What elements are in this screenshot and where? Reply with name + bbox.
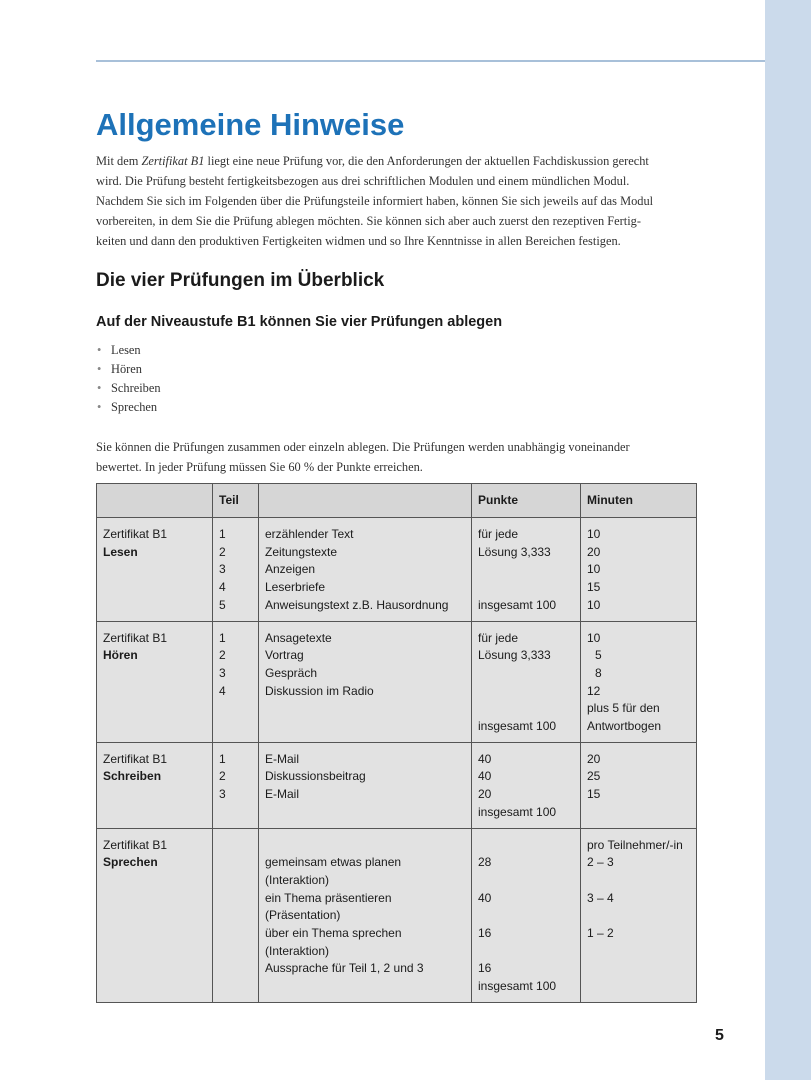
parts-cell: 1 2 3 4 5 [213, 518, 259, 622]
intro-line: Nachdem Sie sich im Folgenden über die Prüfungsteile informiert haben, können Sie sich jeweils auf das Modul [96, 194, 654, 208]
bullet-icon: • [97, 362, 102, 376]
table-row [97, 518, 697, 622]
note-line: Sie können die Prüfungen zusammen oder einzeln ablegen. Die Prüfungen werden unabhängig voneinander [96, 440, 630, 454]
table-row [97, 621, 697, 742]
parts-cell: 1 2 3 4 [213, 621, 259, 742]
bullet-icon: • [97, 381, 102, 395]
header-cell-punkte: Punkte [472, 484, 581, 518]
module-name: Sprechen [103, 855, 158, 870]
table-header-row [97, 484, 697, 518]
exam-cell: Zertifikat B1 Sprechen [97, 828, 213, 1002]
parts-cell: 1 2 3 [213, 742, 259, 828]
intro-paragraph [96, 151, 696, 251]
exam-cell: Zertifikat B1 Hören [97, 621, 213, 742]
minutes-cell: 20 25 15 [581, 742, 697, 828]
points-cell: 28 40 16 16 insgesamt 100 [472, 828, 581, 1002]
list-item: • Schreiben [96, 379, 161, 398]
minutes-cell: 10 5 8 12 plus 5 für den Antwortbogen [581, 621, 697, 742]
tasks-cell: gemeinsam etwas planen (Interaktion) ein Thema präsentieren (Präsentation) über ein Thema sprechen (Interaktion) Aussprache für Teil 1, 2 und 3 [259, 828, 472, 1002]
header-cell-exam [97, 484, 213, 518]
list-item: • Hören [96, 360, 161, 379]
side-color-strip [765, 0, 811, 1080]
intro-line: vorbereiten, in dem Sie die Prüfung ablegen möchten. Sie können sich aber auch zuerst den rezeptiven Fertig- [96, 214, 642, 228]
section-heading: Die vier Prüfungen im Überblick [96, 270, 385, 291]
intro-italic-term: Zertifikat B1 [141, 154, 205, 168]
exam-overview-table [96, 483, 697, 1003]
tasks-cell: Ansagetexte Vortrag Gespräch Diskussion im Radio [259, 621, 472, 742]
table-row [97, 742, 697, 828]
header-cell-task [259, 484, 472, 518]
intro-line-1: Mit dem Zertifikat B1 liegt eine neue Prüfung vor, die den Anforderungen der aktuellen Fachdiskussion gerecht [96, 154, 649, 168]
tasks-cell: E-Mail Diskussionsbeitrag E-Mail [259, 742, 472, 828]
module-name: Lesen [103, 544, 138, 559]
points-cell: 40 40 20 insgesamt 100 [472, 742, 581, 828]
bullet-icon: • [97, 343, 102, 357]
minutes-cell: pro Teilnehmer/-in 2 – 3 3 – 4 1 – 2 [581, 828, 697, 1002]
module-name: Schreiben [103, 769, 162, 784]
intro-line: wird. Die Prüfung besteht fertigkeitsbezogen aus drei schriftlichen Modulen und einem mündlichen Modul. [96, 174, 630, 188]
subheading: Auf der Niveaustufe B1 können Sie vier Prüfungen ablegen [96, 314, 503, 330]
points-cell: für jede Lösung 3,333 insgesamt 100 [472, 621, 581, 742]
parts-cell [213, 828, 259, 1002]
header-cell-teil: Teil [213, 484, 259, 518]
top-divider [96, 60, 765, 62]
header-cell-minuten: Minuten [581, 484, 697, 518]
page-number: 5 [715, 1027, 724, 1044]
module-name: Hören [103, 648, 138, 663]
list-item: • Sprechen [96, 398, 161, 417]
bullet-icon: • [97, 400, 102, 414]
note-paragraph [96, 437, 696, 477]
minutes-cell: 10 20 10 15 10 [581, 518, 697, 622]
exam-cell: Zertifikat B1 Lesen [97, 518, 213, 622]
tasks-cell: erzählender Text Zeitungstexte Anzeigen Leserbriefe Anweisungstext z.B. Hausordnung [259, 518, 472, 622]
note-line: bewertet. In jeder Prüfung müssen Sie 60 % der Punkte erreichen. [96, 460, 423, 474]
list-item: • Lesen [96, 341, 161, 360]
page-title: Allgemeine Hinweise [96, 107, 405, 142]
intro-line: keiten und dann den produktiven Fertigkeiten widmen und so Ihre Kenntnisse in allen Bereichen festigen. [96, 234, 621, 248]
points-cell: für jede Lösung 3,333 insgesamt 100 [472, 518, 581, 622]
exam-cell: Zertifikat B1 Schreiben [97, 742, 213, 828]
exam-list [96, 341, 161, 417]
table-row [97, 828, 697, 1002]
